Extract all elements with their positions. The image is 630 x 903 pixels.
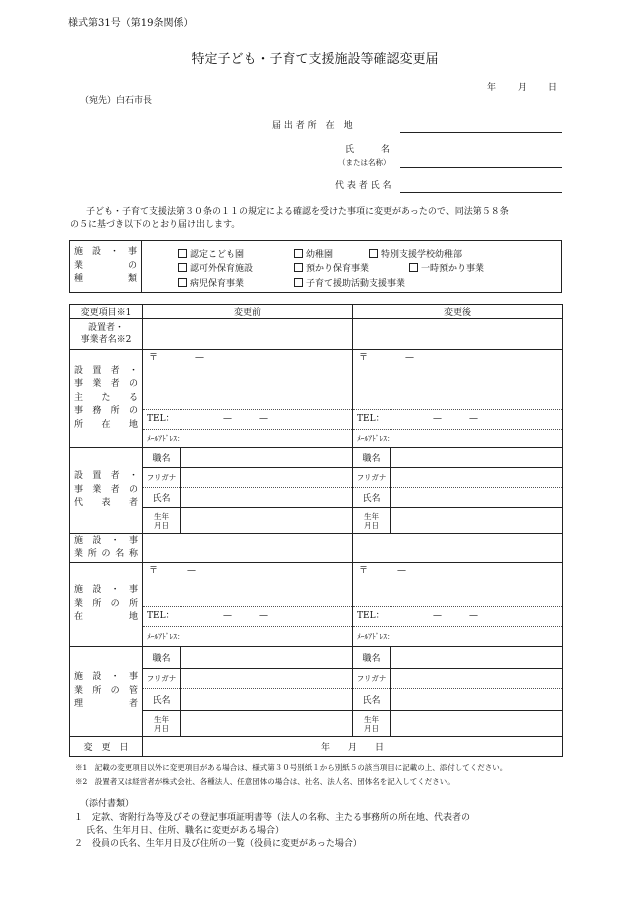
- applicant-name-line[interactable]: [400, 167, 562, 168]
- mgr-furigana-before[interactable]: [181, 669, 353, 689]
- mgr-birth-label: 生年 月日: [353, 711, 391, 737]
- change-table: [69, 304, 563, 757]
- note-1: ※1 記載の変更項目以外に変更項目がある場合は、様式第３０号別紙１から別紙５の該当項目に記載の上、添付してください。: [75, 763, 508, 772]
- label-facility-address: 施 設 ・ 事 業 所 の 所 在 地: [70, 563, 143, 647]
- rep-name-label: 氏名: [353, 488, 391, 508]
- option-ninkagai[interactable]: 認可外保育施設: [178, 263, 253, 274]
- option-byoji-hoiku[interactable]: 病児保育事業: [178, 278, 244, 289]
- applicant-address-label: 届 出 者 所 在 地: [272, 121, 353, 131]
- rep-job-title-before[interactable]: [181, 448, 353, 468]
- rep-birth-before[interactable]: [181, 508, 353, 534]
- facility-mail-before[interactable]: ﾒｰﾙｱﾄﾞﾚｽ：: [143, 627, 353, 647]
- option-yochien[interactable]: 幼稚園: [294, 249, 333, 260]
- change-date-value[interactable]: 年 月 日: [143, 737, 563, 757]
- mgr-name-before[interactable]: [181, 689, 353, 711]
- header-item: 変更項目※1: [70, 305, 143, 319]
- note-2: ※2 設置者又は経営者が株式会社、各種法人、任意団体の場合は、社名、法人名、団体名を記入してください。: [75, 777, 455, 786]
- operator-name-before[interactable]: [143, 319, 353, 350]
- facility-address-before[interactable]: 〒 —: [143, 563, 353, 607]
- intro-line-1: 子ども・子育て支援法第３０条の１１の規定による確認を受けた事項に変更があったので、同法第５８条: [86, 207, 509, 217]
- operator-address-after[interactable]: [353, 350, 563, 410]
- mgr-name-label: 氏名: [353, 689, 391, 711]
- option-azukari-hoiku[interactable]: 預かり保育事業: [294, 263, 369, 274]
- mgr-job-title-label: 職名: [143, 647, 181, 669]
- form-title: 特定子ども・子育て支援施設等確認変更届: [191, 52, 439, 67]
- label-operator-address: 設 置 者 ・ 事 業 者 の 主 た る 事 務 所 の 所 在 地: [70, 350, 143, 448]
- facility-tel-before[interactable]: TEL： — —: [143, 607, 353, 627]
- operator-tel-after[interactable]: TEL： — —: [353, 410, 563, 430]
- label-operator-rep: 設 置 者 ・ 事 業 者 の 代 表 者: [70, 448, 143, 534]
- header-before: 変更前: [143, 305, 353, 319]
- attachment-item-2: ２ 役員の氏名、生年月日及び住所の一覧（役員に変更があった場合）: [74, 839, 362, 849]
- operator-name-after[interactable]: [353, 319, 563, 350]
- mgr-job-title-label: 職名: [353, 647, 391, 669]
- rep-furigana-label: フリガナ: [143, 468, 181, 488]
- mgr-furigana-after[interactable]: [391, 669, 563, 689]
- form-number: 様式第31号（第19条関係）: [68, 18, 194, 29]
- mgr-job-title-after[interactable]: [391, 647, 563, 669]
- facility-tel-after[interactable]: TEL： — —: [353, 607, 563, 627]
- mgr-birth-before[interactable]: [181, 711, 353, 737]
- facility-name-before[interactable]: [143, 534, 353, 563]
- facility-name-after[interactable]: [353, 534, 563, 563]
- postal-dash: —: [405, 353, 415, 363]
- rep-furigana-before[interactable]: [181, 468, 353, 488]
- option-kosodate-enjo[interactable]: 子育て援助活動支援事業: [294, 278, 405, 289]
- applicant-rep-line[interactable]: [400, 192, 562, 193]
- option-tokubetsu-shien[interactable]: 特別支援学校幼稚部: [369, 249, 462, 260]
- postal-dash: —: [195, 353, 204, 363]
- rep-name-after[interactable]: [391, 488, 563, 508]
- label-facility-name: 施 設 ・ 事 業所の名称: [70, 534, 143, 563]
- option-ichiji-azukari[interactable]: 一時預かり事業: [409, 263, 484, 274]
- facility-mail-after[interactable]: ﾒｰﾙｱﾄﾞﾚｽ：: [353, 627, 563, 647]
- applicant-name-label: 氏 名: [345, 145, 391, 155]
- header-after: 変更後: [353, 305, 563, 319]
- operator-mail-before[interactable]: ﾒｰﾙｱﾄﾞﾚｽ：: [143, 430, 353, 448]
- facility-type-table: [69, 240, 562, 293]
- facility-type-options: [142, 241, 562, 293]
- date-year: 年: [487, 83, 497, 93]
- rep-job-title-after[interactable]: [391, 448, 563, 468]
- rep-birth-label: 生年 月日: [353, 508, 391, 534]
- label-facility-manager: 施 設 ・ 事 業 所 の 管 理 者: [70, 647, 143, 737]
- date-day: 日: [548, 83, 558, 93]
- mgr-furigana-label: フリガナ: [143, 669, 181, 689]
- mgr-name-label: 氏名: [143, 689, 181, 711]
- mgr-birth-label: 生年 月日: [143, 711, 181, 737]
- facility-type-label: 施 設 ・ 事 業 の 種 類: [70, 241, 142, 293]
- rep-birth-after[interactable]: [391, 508, 563, 534]
- attachments-heading: （添付書類）: [80, 799, 135, 809]
- attachment-item-1: １ 定款、寄附行為等及びその登記事項証明書等（法人の名称、主たる事務所の所在地、代表者の: [74, 813, 471, 823]
- label-change-date: 変 更 日: [70, 737, 143, 757]
- mgr-job-title-before[interactable]: [181, 647, 353, 669]
- mgr-birth-after[interactable]: [391, 711, 563, 737]
- rep-job-title-label: 職名: [143, 448, 181, 468]
- addressee: （宛先）白石市長: [80, 96, 153, 106]
- intro-line-2: の５に基づき以下のとおり届け出します。: [70, 220, 241, 230]
- label-operator-name: 設置者・ 事業者名※2: [70, 319, 143, 350]
- mgr-furigana-label: フリガナ: [353, 669, 391, 689]
- date-month: 月: [518, 83, 528, 93]
- rep-job-title-label: 職名: [353, 448, 391, 468]
- rep-furigana-after[interactable]: [391, 468, 563, 488]
- applicant-rep-label: 代 表 者 氏 名: [335, 181, 392, 191]
- attachment-item-1-cont: 氏名、生年月日、住所、職名に変更がある場合）: [86, 826, 285, 836]
- facility-address-after[interactable]: 〒 —: [353, 563, 563, 607]
- operator-address-before[interactable]: [143, 350, 353, 410]
- mgr-name-after[interactable]: [391, 689, 563, 711]
- option-nintei-kodomoen[interactable]: 認定こども園: [178, 249, 244, 260]
- operator-mail-after[interactable]: ﾒｰﾙｱﾄﾞﾚｽ：: [353, 430, 563, 448]
- postal-mark: 〒: [359, 353, 369, 363]
- operator-tel-before[interactable]: TEL： — —: [143, 410, 353, 430]
- rep-name-before[interactable]: [181, 488, 353, 508]
- applicant-name-sub: （または名称）: [338, 158, 391, 167]
- postal-mark: 〒: [149, 353, 159, 363]
- applicant-address-line[interactable]: [400, 132, 562, 133]
- rep-furigana-label: フリガナ: [353, 468, 391, 488]
- rep-birth-label: 生年 月日: [143, 508, 181, 534]
- rep-name-label: 氏名: [143, 488, 181, 508]
